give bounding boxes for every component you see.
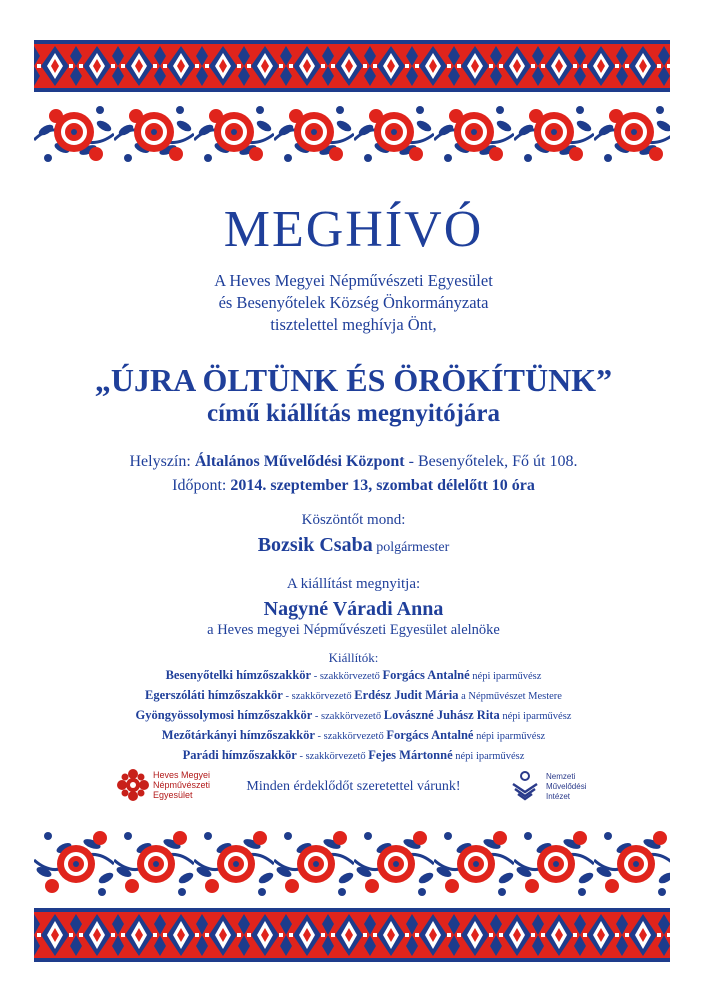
exhibition-title: „ÚJRA ÖLTÜNK ÉS ÖRÖKÍTÜNK”: [94, 362, 613, 398]
nmi-logo-text: [546, 772, 586, 802]
exhibitor-title: népi iparművész: [452, 751, 525, 762]
logo-line: Nemzeti: [546, 772, 576, 781]
time-line: [0, 477, 707, 495]
logo-line: Művelődési: [546, 782, 587, 791]
opening-role: a Heves megyei Népművészeti Egyesület alelnöke: [207, 622, 500, 638]
page-title: MEGHÍVÓ: [223, 201, 484, 258]
exhibitor-person: Lovászné Juhász Rita: [383, 708, 500, 722]
greeting-role: polgármester: [372, 540, 450, 555]
nmi-logo: [510, 770, 587, 807]
exhibitor-lead: - szakkörvezető: [312, 711, 384, 722]
exhibitors-label: Kiállítók:: [328, 650, 379, 665]
intro-line: és Besenyőtelek Község Önkormányzata: [218, 293, 489, 312]
greeting-name: Bozsik Csaba: [257, 534, 373, 556]
logo-line: Népművészeti: [153, 780, 211, 790]
time-label: Időpont:: [172, 477, 231, 494]
time-value: 2014. szeptember 13, szombat délelőtt 10 óra: [230, 477, 535, 494]
exhibitor-row: [0, 746, 707, 766]
invitation-intro: [0, 270, 707, 336]
logo-line: Heves Megyei: [153, 770, 211, 780]
logo-line: Egyesület: [153, 790, 193, 800]
bottom-floral-embroidery-band: [34, 820, 670, 906]
location-label: Helyszín:: [129, 453, 195, 470]
exhibition-subtitle: című kiállítás megnyitójára: [206, 400, 501, 427]
location-venue: Általános Művelődési Központ: [194, 453, 405, 470]
exhibitor-title: népi iparművész: [499, 711, 572, 722]
exhibitor-club: Egerszóláti hímzőszakkör: [145, 688, 283, 702]
exhibitor-club: Mezőtárkányi hímzőszakkör: [161, 728, 315, 742]
exhibitor-lead: - szakkörvezető: [282, 691, 355, 702]
logo-line: Intézet: [546, 792, 571, 801]
exhibitor-lead: - szakkörvezető: [311, 671, 383, 682]
top-geometric-embroidery-band: [34, 40, 670, 92]
opening-label: A kiállítást megnyitja:: [286, 576, 421, 592]
exhibitor-club: Besenyőtelki hímzőszakkör: [165, 668, 312, 682]
location-line: [0, 453, 707, 471]
bottom-geometric-embroidery-band: [34, 908, 670, 962]
intro-line: tisztelettel meghívja Önt,: [270, 315, 437, 334]
nmi-emblem-icon: [510, 770, 540, 802]
exhibitor-lead: - szakkörvezető: [296, 751, 369, 762]
exhibitor-title: népi iparművész: [473, 731, 546, 742]
exhibitor-person: Forgács Antalné: [382, 668, 470, 682]
exhibitor-person: Forgács Antalné: [386, 728, 474, 742]
exhibitor-person: Erdész Judit Mária: [354, 688, 459, 702]
opening-name: Nagyné Váradi Anna: [263, 598, 444, 620]
exhibitor-row: [0, 726, 707, 746]
exhibitor-club: Parádi hímzőszakkör: [182, 748, 297, 762]
greeting-label: Köszöntőt mond:: [301, 512, 406, 528]
exhibitors-list: [0, 666, 707, 766]
exhibitor-club: Gyöngyössolymosi hímzőszakkör: [135, 708, 313, 722]
exhibitor-title: a Népművészet Mestere: [458, 691, 562, 702]
exhibitor-row: [0, 686, 707, 706]
welcome-message: Minden érdeklődőt szeretettel várunk!: [246, 779, 461, 794]
exhibitor-person: Fejes Mártonné: [368, 748, 453, 762]
intro-line: A Heves Megyei Népművészeti Egyesület: [214, 271, 493, 290]
greeting-speaker: [0, 534, 707, 557]
exhibitor-row: [0, 706, 707, 726]
exhibitor-lead: - szakkörvezető: [314, 731, 387, 742]
top-floral-embroidery-band: [34, 92, 670, 180]
exhibitor-row: [0, 666, 707, 686]
exhibitor-title: népi iparművész: [469, 671, 542, 682]
location-address: - Besenyőtelek, Fő út 108.: [404, 453, 578, 470]
